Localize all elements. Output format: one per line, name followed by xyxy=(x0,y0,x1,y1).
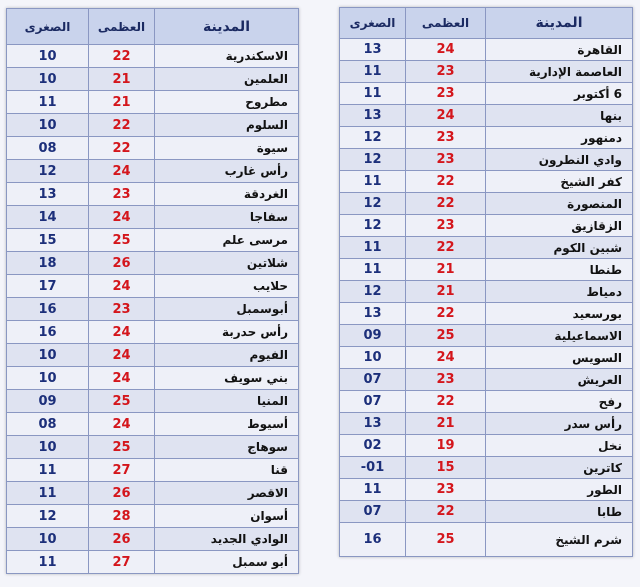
table-row xyxy=(340,457,633,479)
city-cell: كفر الشيخ xyxy=(486,171,633,193)
table-row xyxy=(340,435,633,457)
min-cell: 11 xyxy=(340,259,406,281)
table-row xyxy=(7,298,299,321)
city-cell: طابا xyxy=(486,501,633,523)
city-cell: دمياط xyxy=(486,281,633,303)
table-row xyxy=(7,459,299,482)
city-cell: كاترين xyxy=(486,457,633,479)
table-row xyxy=(7,551,299,574)
table-row xyxy=(340,193,633,215)
city-cell: أبو سمبل xyxy=(155,551,299,574)
max-cell: 23 xyxy=(406,369,486,391)
min-cell: 10 xyxy=(7,45,89,68)
table-row xyxy=(340,369,633,391)
min-cell: 11 xyxy=(340,237,406,259)
city-cell: أسيوط xyxy=(155,413,299,436)
max-cell: 22 xyxy=(89,45,155,68)
max-cell: 23 xyxy=(89,183,155,206)
max-cell: 22 xyxy=(406,501,486,523)
max-cell: 22 xyxy=(406,193,486,215)
city-cell: العاصمة الإدارية xyxy=(486,61,633,83)
table-row xyxy=(7,528,299,551)
city-cell: السلوم xyxy=(155,114,299,137)
city-cell: العريش xyxy=(486,369,633,391)
min-cell: 13 xyxy=(340,105,406,127)
table-row xyxy=(7,114,299,137)
city-cell: الزقازيق xyxy=(486,215,633,237)
table-row xyxy=(7,206,299,229)
city-cell: رأس غارب xyxy=(155,160,299,183)
table-row xyxy=(7,344,299,367)
header-city: المدينة xyxy=(155,9,299,45)
max-cell: 26 xyxy=(89,482,155,505)
min-cell: 11 xyxy=(340,479,406,501)
min-cell: 12 xyxy=(7,505,89,528)
city-cell: سفاجا xyxy=(155,206,299,229)
max-cell: 24 xyxy=(89,160,155,183)
table-row xyxy=(340,501,633,523)
table-row xyxy=(340,347,633,369)
table-row xyxy=(340,237,633,259)
table-row xyxy=(7,413,299,436)
city-cell: الاقصر xyxy=(155,482,299,505)
table-row xyxy=(7,390,299,413)
max-cell: 22 xyxy=(89,137,155,160)
max-cell: 27 xyxy=(89,459,155,482)
min-cell: 10 xyxy=(7,367,89,390)
table-row xyxy=(340,325,633,347)
max-cell: 22 xyxy=(406,237,486,259)
min-cell: 12 xyxy=(340,215,406,237)
min-cell: 12 xyxy=(340,149,406,171)
min-cell: 14 xyxy=(7,206,89,229)
city-cell: الوادي الجديد xyxy=(155,528,299,551)
min-cell: 09 xyxy=(340,325,406,347)
table-row xyxy=(7,252,299,275)
table-row xyxy=(7,68,299,91)
city-cell: سوهاج xyxy=(155,436,299,459)
max-cell: 15 xyxy=(406,457,486,479)
city-cell: شبين الكوم xyxy=(486,237,633,259)
min-cell: -01 xyxy=(340,457,406,479)
max-cell: 26 xyxy=(89,252,155,275)
min-cell: 10 xyxy=(7,528,89,551)
table-row xyxy=(7,137,299,160)
city-cell: شرم الشيخ xyxy=(486,523,633,557)
min-cell: 15 xyxy=(7,229,89,252)
min-cell: 07 xyxy=(340,369,406,391)
table-body xyxy=(340,39,633,557)
header-max: العظمى xyxy=(406,8,486,39)
table-row xyxy=(7,183,299,206)
table-row xyxy=(340,61,633,83)
city-cell: الاسكندرية xyxy=(155,45,299,68)
city-cell: السويس xyxy=(486,347,633,369)
city-cell: رأس حدربة xyxy=(155,321,299,344)
max-cell: 24 xyxy=(89,275,155,298)
city-cell: أبوسمبل xyxy=(155,298,299,321)
max-cell: 23 xyxy=(406,215,486,237)
min-cell: 12 xyxy=(340,281,406,303)
max-cell: 25 xyxy=(89,436,155,459)
table-row xyxy=(340,149,633,171)
max-cell: 24 xyxy=(406,39,486,61)
table-row xyxy=(7,482,299,505)
max-cell: 19 xyxy=(406,435,486,457)
table-row xyxy=(7,45,299,68)
table-row xyxy=(340,303,633,325)
weather-table-right xyxy=(339,7,633,557)
city-cell: الفيوم xyxy=(155,344,299,367)
min-cell: 13 xyxy=(340,413,406,435)
min-cell: 13 xyxy=(340,303,406,325)
table-row xyxy=(340,171,633,193)
max-cell: 22 xyxy=(406,303,486,325)
max-cell: 21 xyxy=(406,281,486,303)
max-cell: 22 xyxy=(406,391,486,413)
max-cell: 28 xyxy=(89,505,155,528)
min-cell: 10 xyxy=(7,114,89,137)
min-cell: 16 xyxy=(7,321,89,344)
table-row xyxy=(7,275,299,298)
table-row xyxy=(7,436,299,459)
city-cell: بورسعيد xyxy=(486,303,633,325)
city-cell: أسوان xyxy=(155,505,299,528)
table-row xyxy=(7,321,299,344)
header-min: الصغرى xyxy=(340,8,406,39)
city-cell: بني سويف xyxy=(155,367,299,390)
min-cell: 07 xyxy=(340,391,406,413)
min-cell: 11 xyxy=(7,551,89,574)
city-cell: سيوة xyxy=(155,137,299,160)
city-cell: نخل xyxy=(486,435,633,457)
min-cell: 10 xyxy=(340,347,406,369)
table-row xyxy=(340,39,633,61)
city-cell: رفح xyxy=(486,391,633,413)
min-cell: 07 xyxy=(340,501,406,523)
city-cell: المنيا xyxy=(155,390,299,413)
table-header-row xyxy=(340,8,633,39)
header-min: الصغرى xyxy=(7,9,89,45)
min-cell: 18 xyxy=(7,252,89,275)
table-row xyxy=(340,127,633,149)
min-cell: 17 xyxy=(7,275,89,298)
city-cell: طنطا xyxy=(486,259,633,281)
city-cell: الاسماعيلية xyxy=(486,325,633,347)
max-cell: 22 xyxy=(89,114,155,137)
min-cell: 12 xyxy=(7,160,89,183)
max-cell: 27 xyxy=(89,551,155,574)
max-cell: 21 xyxy=(89,91,155,114)
weather-table-left xyxy=(6,8,299,574)
min-cell: 13 xyxy=(340,39,406,61)
max-cell: 21 xyxy=(406,413,486,435)
table-row xyxy=(7,229,299,252)
city-cell: العلمين xyxy=(155,68,299,91)
max-cell: 24 xyxy=(89,413,155,436)
min-cell: 16 xyxy=(340,523,406,557)
city-cell: القاهرة xyxy=(486,39,633,61)
city-cell: وادي النطرون xyxy=(486,149,633,171)
city-cell: دمنهور xyxy=(486,127,633,149)
city-cell: 6 أكتوبر xyxy=(486,83,633,105)
min-cell: 08 xyxy=(7,413,89,436)
min-cell: 11 xyxy=(340,83,406,105)
max-cell: 26 xyxy=(89,528,155,551)
table-row xyxy=(340,83,633,105)
max-cell: 25 xyxy=(89,229,155,252)
min-cell: 11 xyxy=(7,91,89,114)
min-cell: 02 xyxy=(340,435,406,457)
max-cell: 23 xyxy=(406,479,486,501)
max-cell: 24 xyxy=(89,321,155,344)
max-cell: 24 xyxy=(406,105,486,127)
table-row xyxy=(340,259,633,281)
min-cell: 12 xyxy=(340,193,406,215)
min-cell: 12 xyxy=(340,127,406,149)
min-cell: 13 xyxy=(7,183,89,206)
max-cell: 21 xyxy=(406,259,486,281)
min-cell: 16 xyxy=(7,298,89,321)
min-cell: 11 xyxy=(340,61,406,83)
header-city: المدينة xyxy=(486,8,633,39)
min-cell: 09 xyxy=(7,390,89,413)
city-cell: الطور xyxy=(486,479,633,501)
header-max: العظمى xyxy=(89,9,155,45)
table-row xyxy=(7,505,299,528)
city-cell: شلاتين xyxy=(155,252,299,275)
max-cell: 21 xyxy=(89,68,155,91)
city-cell: بنها xyxy=(486,105,633,127)
table-row xyxy=(7,91,299,114)
min-cell: 11 xyxy=(7,459,89,482)
city-cell: مرسى علم xyxy=(155,229,299,252)
table-header-row xyxy=(7,9,299,45)
city-cell: مطروح xyxy=(155,91,299,114)
min-cell: 10 xyxy=(7,436,89,459)
city-cell: قنا xyxy=(155,459,299,482)
min-cell: 11 xyxy=(340,171,406,193)
max-cell: 23 xyxy=(406,61,486,83)
max-cell: 23 xyxy=(406,149,486,171)
city-cell: المنصورة xyxy=(486,193,633,215)
table-row xyxy=(340,215,633,237)
max-cell: 24 xyxy=(89,367,155,390)
max-cell: 25 xyxy=(406,325,486,347)
max-cell: 24 xyxy=(89,344,155,367)
min-cell: 11 xyxy=(7,482,89,505)
max-cell: 24 xyxy=(406,347,486,369)
max-cell: 24 xyxy=(89,206,155,229)
max-cell: 23 xyxy=(406,83,486,105)
max-cell: 23 xyxy=(89,298,155,321)
min-cell: 10 xyxy=(7,344,89,367)
city-cell: حلايب xyxy=(155,275,299,298)
max-cell: 22 xyxy=(406,171,486,193)
max-cell: 25 xyxy=(406,523,486,557)
max-cell: 25 xyxy=(89,390,155,413)
table-row xyxy=(340,281,633,303)
max-cell: 23 xyxy=(406,127,486,149)
table-row xyxy=(340,479,633,501)
min-cell: 08 xyxy=(7,137,89,160)
table-row xyxy=(340,413,633,435)
city-cell: الغردقة xyxy=(155,183,299,206)
table-row xyxy=(7,160,299,183)
table-row xyxy=(7,367,299,390)
table-row xyxy=(340,523,633,557)
min-cell: 10 xyxy=(7,68,89,91)
city-cell: رأس سدر xyxy=(486,413,633,435)
table-body xyxy=(7,45,299,574)
table-row xyxy=(340,105,633,127)
table-row xyxy=(340,391,633,413)
